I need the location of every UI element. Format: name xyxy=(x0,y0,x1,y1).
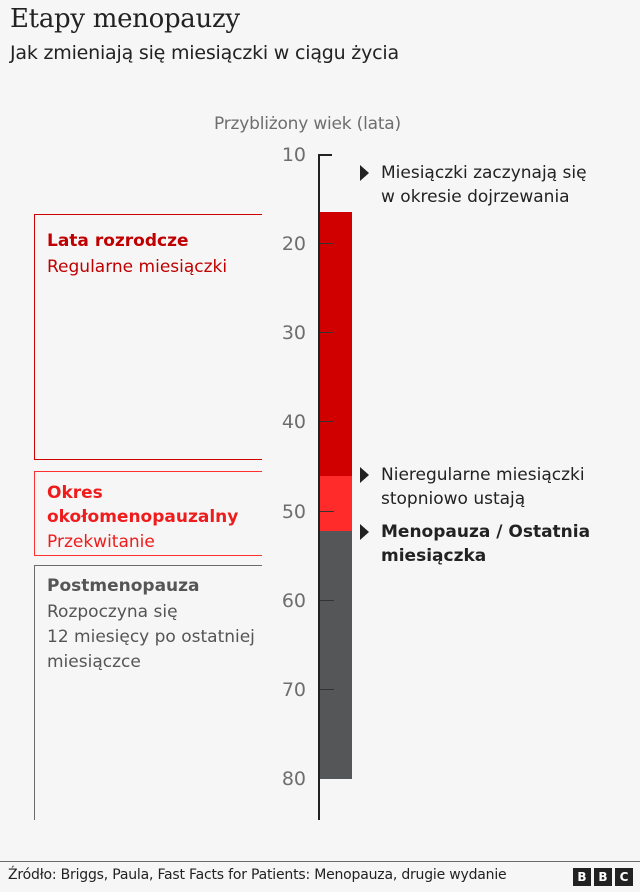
y-axis-line xyxy=(318,154,320,820)
chevron-right-icon xyxy=(360,467,369,483)
annotation-line: miesiączka xyxy=(381,546,487,566)
stage-description-line: miesiączce xyxy=(47,652,141,672)
chart-title: Etapy menopauzy xyxy=(10,4,240,34)
stage-box-postmenopause xyxy=(34,565,262,820)
tick-label-60: 60 xyxy=(281,590,306,612)
tick-mark-70 xyxy=(320,689,334,690)
tick-mark-40 xyxy=(320,421,334,422)
bar-postmenopause xyxy=(320,531,352,779)
tick-mark-60 xyxy=(320,600,334,601)
logo-letter: B xyxy=(573,868,591,886)
stage-box-reproductive xyxy=(34,214,262,460)
bar-perimenopause xyxy=(320,476,352,531)
stage-description: Regularne miesiączki xyxy=(47,257,228,277)
tick-label-50: 50 xyxy=(281,501,306,523)
chart-subtitle: Jak zmieniają się miesiączki w ciągu życia xyxy=(10,42,399,64)
annotation-line: Menopauza / Ostatnia xyxy=(381,522,591,542)
tick-mark-30 xyxy=(320,332,334,333)
footer-divider xyxy=(0,861,640,862)
tick-label-70: 70 xyxy=(281,679,306,701)
chevron-right-icon xyxy=(360,524,369,540)
y-axis-cap xyxy=(318,154,332,156)
tick-label-20: 20 xyxy=(281,233,306,255)
annotation-line: stopniowo ustają xyxy=(381,489,526,509)
tick-label-80: 80 xyxy=(281,768,306,790)
logo-letter: C xyxy=(615,868,633,886)
chevron-right-icon xyxy=(360,165,369,181)
stage-box-perimenopause xyxy=(34,471,262,556)
stage-title: Postmenopauza xyxy=(47,576,200,596)
annotation-line: w okresie dojrzewania xyxy=(381,187,570,207)
logo-letter: B xyxy=(594,868,612,886)
tick-label-40: 40 xyxy=(281,411,306,433)
tick-mark-20 xyxy=(320,243,334,244)
source-note: Źródło: Briggs, Paula, Fast Facts for Patients: Menopauza, drugie wydanie xyxy=(8,867,507,883)
tick-label-30: 30 xyxy=(281,322,306,344)
stage-title-line: okołomenopauzalny xyxy=(47,507,239,527)
stage-description-line: 12 miesięcy po ostatniej xyxy=(47,627,255,647)
y-axis-title: Przybliżony wiek (lata) xyxy=(214,114,401,134)
stage-description-line: Rozpoczyna się xyxy=(47,602,178,622)
stage-title: Lata rozrodcze xyxy=(47,231,189,251)
annotation-line: Nieregularne miesiączki xyxy=(381,465,585,485)
stage-description: Przekwitanie xyxy=(47,532,155,552)
tick-label-10: 10 xyxy=(281,144,306,166)
bbc-logo xyxy=(573,868,633,886)
annotation-line: Miesiączki zaczynają się xyxy=(381,163,587,183)
tick-mark-50 xyxy=(320,511,334,512)
bar-reproductive xyxy=(320,212,352,476)
stage-title-line: Okres xyxy=(47,483,103,503)
